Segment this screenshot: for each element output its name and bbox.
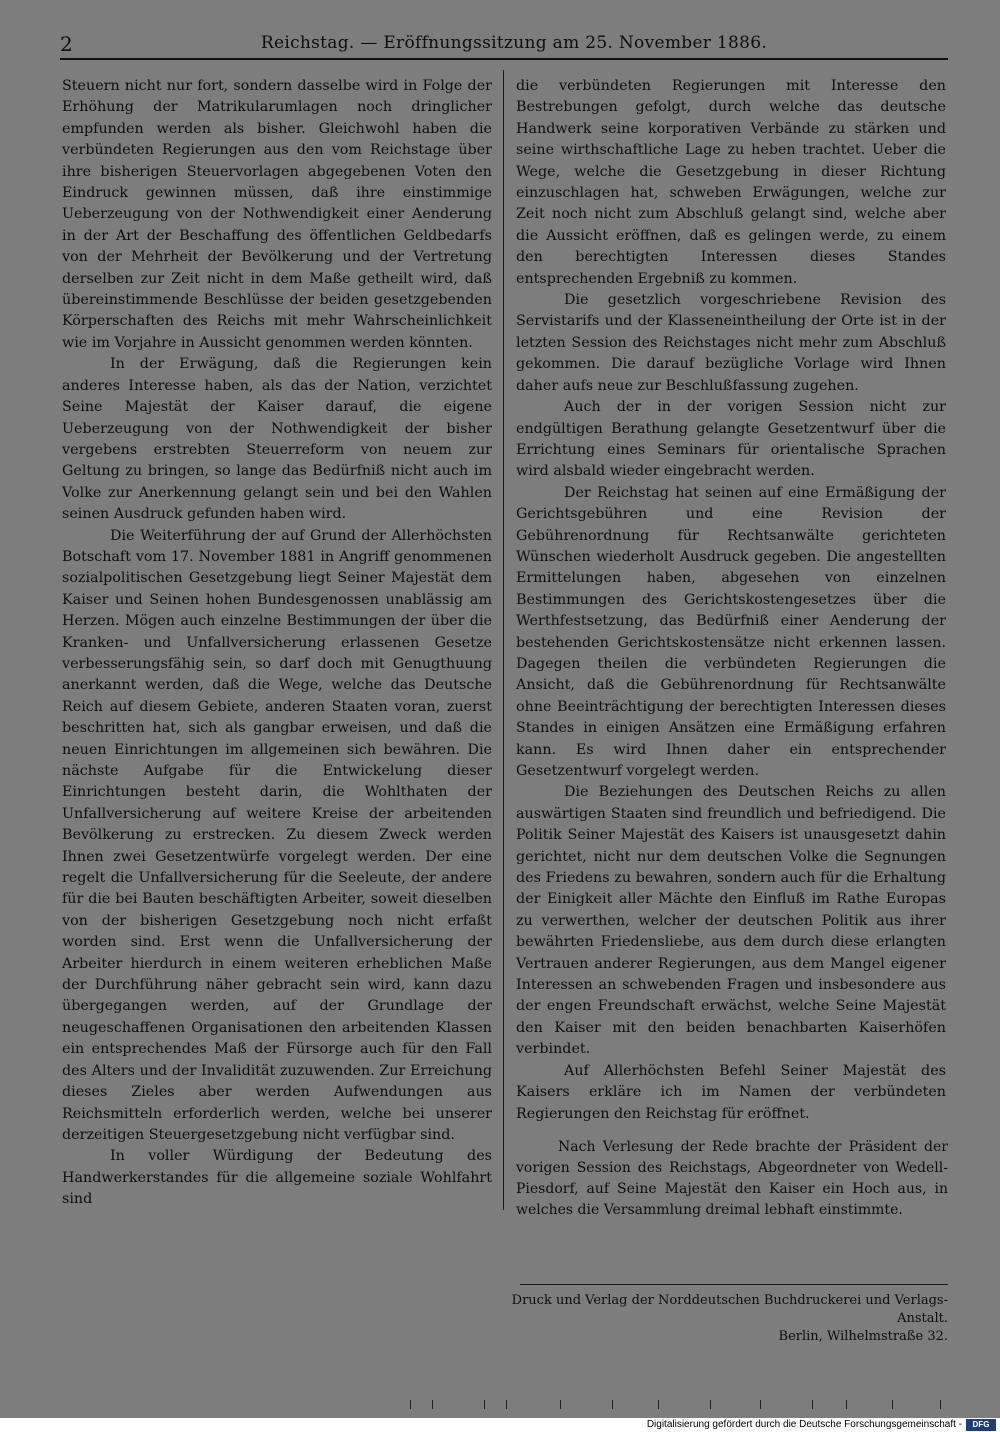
digitization-credit: Digitalisierung gefördert durch die Deutsche Forschungsgemeinschaft -	[646, 1419, 962, 1430]
page-header	[60, 30, 948, 60]
paragraph: Die Beziehungen des Deutschen Reichs zu allen auswärtigen Staaten sind freundlich und befriedigend. Die Politik Seiner Majestät des Kaisers ist unausgesetzt dahin gerichtet, nicht nur dem deutschen Volke die Segnungen des Friedens zu bewahren, sondern auch für die Erhaltung der Einigkeit aller Mächte den Einfluß im Rathe Europas zu verwerthen, welcher der deutschen Politik aus ihrer bewährten Friedensliebe, aus dem durch diese erlangten Vertrauen anderer Regierungen, aus dem Mangel eigener Interessen an schwebenden Fragen und insbesondere aus der engen Freundschaft erwächst, welche Seine Majestät den Kaiser mit den beiden benachbarten Kaiserhöfen verbindet.	[516, 784, 946, 1058]
imprint-line-1: Druck und Verlag der Norddeutschen Buchdruckerei und Verlags-Anstalt.	[511, 1293, 948, 1326]
imprint-line-2: Berlin, Wilhelmstraße 32.	[778, 1329, 948, 1344]
imprint	[500, 1292, 948, 1346]
closing-note	[516, 1137, 948, 1221]
dfg-logo-icon: DFG	[966, 1419, 996, 1431]
digitization-credit-bar	[0, 1418, 1000, 1432]
paragraph: In voller Würdigung der Bedeutung des Handwerkerstandes für die allgemeine soziale Wohlfahrt sind	[62, 1148, 492, 1208]
paragraph: Der Reichstag hat seinen auf eine Ermäßigung der Gerichtsgebühren und eine Revision der Gebührenordnung für Rechtsanwälte gerichteten Wünschen wiederholt Ausdruck gegeben. Die angestellten Ermittelungen haben, abgesehen von einzelnen Bestimmungen des Gerichtskostengesetzes über die Werthfestsetzung, das Bedürfniß einer Aenderung der bestehenden Gerichtskostensätze nicht erkennen lassen. Dagegen theilen die verbündeten Regierungen die Ansicht, daß die Gebührenordnung für Rechtsanwälte ohne Beeinträchtigung der berechtigten Interessen dieses Standes in einigen Ansätzen eine Ermäßigung erfahren kann. Es wird Ihnen daher ein entsprechender Gesetzentwurf vorgelegt werden.	[516, 484, 946, 779]
paragraph: Auch der in der vorigen Session nicht zur endgültigen Berathung gelangte Gesetzentwurf über die Errichtung eines Seminars für orientalische Sprachen wird alsbald wieder eingebracht werden.	[516, 399, 946, 480]
column-divider	[503, 70, 504, 1210]
page-number: 2	[60, 32, 73, 56]
paragraph: In der Erwägung, daß die Regierungen kein anderes Interesse haben, als das der Nation, verzichtet Seine Majestät der Kaiser darauf, die eigene Ueberzeugung von der Nothwendigkeit der bisher vergebens erstrebten Steuerreform von neuem zur Geltung zu bringen, so lange das Bedürfniß nicht auch im Volke zur Anerkennung gelangt sein und bei den Wahlen seinen Ausdruck gefunden haben wird.	[62, 356, 492, 523]
imprint-rule	[520, 1284, 948, 1285]
paragraph: Die gesetzlich vorgeschriebene Revision des Servistarifs und der Klasseneintheilung der Orte ist in der letzten Session des Reichstages nicht mehr zum Abschluß gekommen. Die darauf bezügliche Vorlage wird Ihnen daher aufs neue zur Beschlußfassung zugehen.	[516, 292, 946, 394]
closing-note-text: Nach Verlesung der Rede brachte der Präsident der vorigen Session des Reichstags, Abgeordneter von Wedell-Piesdorf, auf Seine Majestät den Kaiser ein Hoch aus, in welches die Versammlung dreimal lebhaft einstimmte.	[516, 1139, 948, 1218]
paragraph: die verbündeten Regierungen mit Interesse den Bestrebungen gefolgt, durch welche das deutsche Handwerk seine korporativen Verbände zu stärken und seine wirthschaftliche Lage zu heben trachtet. Ueber die Wege, welche die Gesetzgebung in dieser Richtung einzuschlagen hat, schweben Erwägungen, welche zur Zeit noch nicht zum Abschluß gelangt sind, welche aber die Aussicht eröffnen, daß es gelingen werde, zu einem den berechtigten Interessen dieses Standes entsprechenden Ergebniß zu kommen.	[516, 78, 946, 287]
left-column	[62, 76, 492, 1211]
paragraph: Auf Allerhöchsten Befehl Seiner Majestät des Kaisers erkläre ich im Namen der verbündeten Regierungen den Reichstag für eröffnet.	[516, 1062, 946, 1122]
right-column	[516, 76, 946, 1125]
paragraph: Die Weiterführung der auf Grund der Allerhöchsten Botschaft vom 17. November 1881 in Angriff genommenen sozialpolitischen Gesetzgebung liegt Seiner Majestät dem Kaiser und Seinen hohen Bundesgenossen unablässig am Herzen. Mögen auch einzelne Bestimmungen der über die Kranken- und Unfallversicherung erlassenen Gesetze verbesserungsfähig sein, so darf doch mit Genugthuung anerkannt werden, daß die Wege, welche das Deutsche Reich auf diesem Gebiete, anderen Staaten voran, zuerst beschritten hat, sich als gangbar erweisen, und daß die neuen Einrichtungen im allgemeinen sich bewähren. Die nächste Aufgabe für die Entwickelung dieser Einrichtungen besteht darin, die Wohlthaten der Unfallversicherung auf weitere Kreise der arbeitenden Bevölkerung zu erstrecken. Zu diesem Zweck werden Ihnen zwei Gesetzentwürfe vorgelegt werden. Der eine regelt die Unfallversicherung für die Seeleute, der andere für die bei Bauten beschäftigten Arbeiter, soweit dieselben von der bisherigen Gesetzgebung noch nicht erfaßt worden sind. Erst wenn die Unfallversicherung der Arbeiter hierdurch in einem weiteren erheblichen Maße der Durchführung näher gebracht sein wird, kann dazu übergegangen werden, auf der Grundlage der neugeschaffenen Organisationen den arbeitenden Klassen ein entsprechendes Maß der Fürsorge auch für den Fall des Alters und der Invalidität zuzuwenden. Zur Erreichung dieses Zieles aber werden Aufwendungen aus Reichsmitteln erforderlich werden, welche bei unserer derzeitigen Steuergesetzgebung nicht verfügbar sind.	[62, 527, 492, 1143]
scan-edge-marks	[410, 1400, 950, 1410]
paragraph: Steuern nicht nur fort, sondern dasselbe wird in Folge der Erhöhung der Matrikularumlagen noch dringlicher empfunden werden als bisher. Gleichwohl haben die verbündeten Regierungen aus den vom Reichstage über ihre bisherigen Steuervorlagen abgegebenen Voten den Eindruck gewinnen müssen, daß ihre einstimmige Ueberzeugung von der Nothwendigkeit einer Aenderung in der Art der Beschaffung des öffentlichen Geldbedarfs von der Mehrheit der Bevölkerung und der Vertretung derselben zur Zeit nicht in dem Maße getheilt wird, daß übereinstimmende Beschlüsse der beiden gesetzgebenden Körperschaften des Reichs mit mehr Wahrscheinlichkeit wie im Vorjahre in Aussicht genommen werden könnten.	[62, 78, 492, 351]
running-head: Reichstag. — Eröffnungssitzung am 25. November 1886.	[260, 33, 768, 53]
